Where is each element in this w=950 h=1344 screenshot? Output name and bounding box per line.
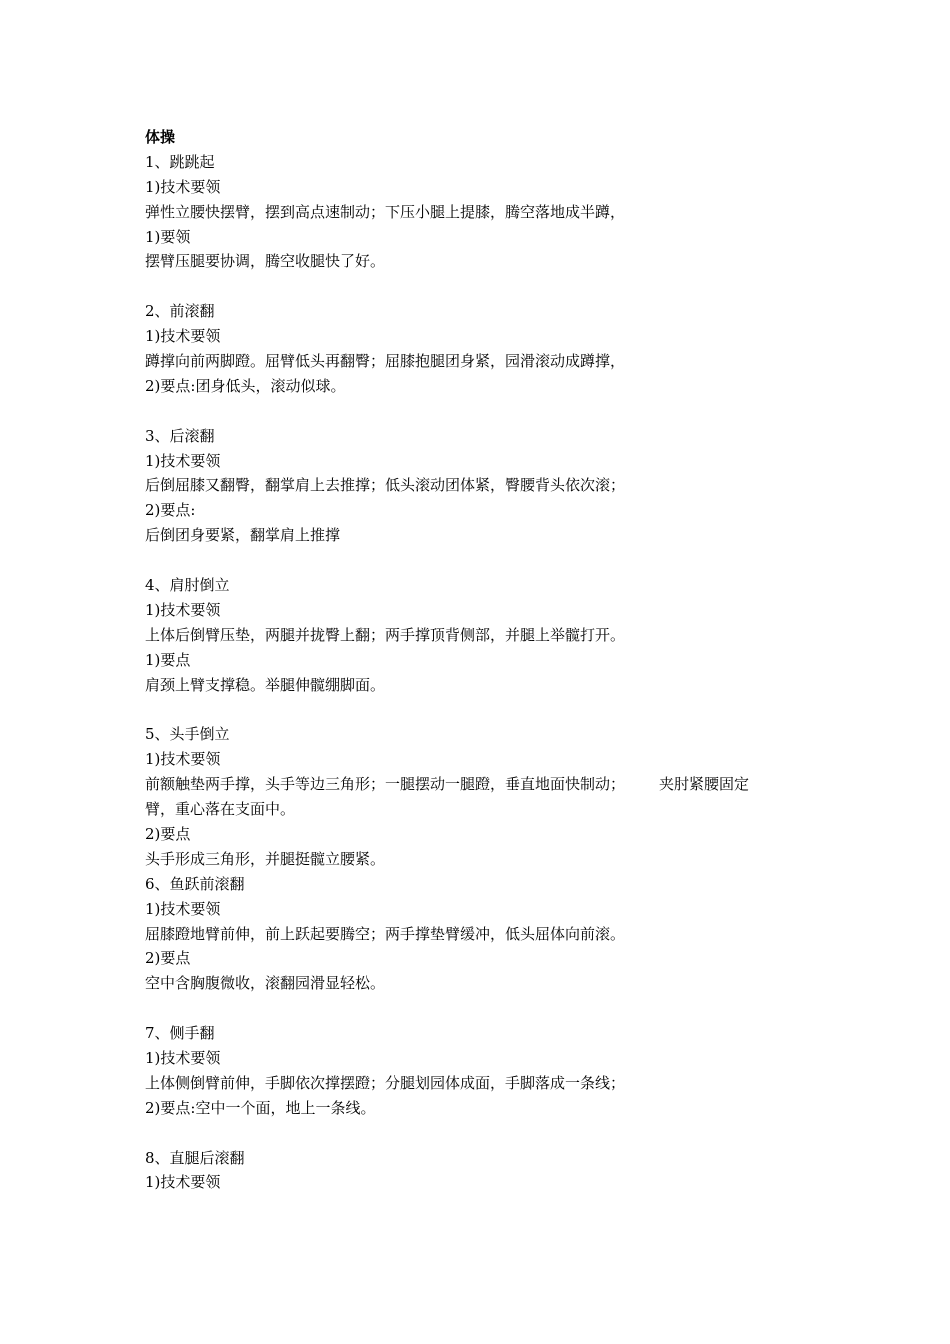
section-heading: 4、肩肘倒立 bbox=[145, 576, 230, 595]
technique-text: 上体后倒臂压垫，两腿并拢臀上翻；两手撑顶背侧部，并腿上举髋打开。 bbox=[145, 625, 626, 644]
section-heading: 7、侧手翻 bbox=[145, 1024, 215, 1043]
section-heading: 5、头手倒立 bbox=[145, 725, 230, 744]
key-points-label: 1)要领 bbox=[145, 227, 191, 246]
key-points-label: 1)要点 bbox=[145, 650, 191, 669]
technique-text: 蹲撑向前两脚蹬。屈臂低头再翻臀；屈膝抱腿团身紧，园滑滚动成蹲撑， bbox=[145, 352, 626, 371]
key-points-label: 2)要点: bbox=[145, 501, 196, 520]
technique-text: 后倒屈膝又翻臀，翻掌肩上去推撑；低头滚动团体紧，臀腰背头依次滚； bbox=[145, 476, 626, 495]
technique-text: 弹性立腰快摆臂，摆到高点速制动；下压小腿上提膝，腾空落地成半蹲， bbox=[145, 202, 626, 221]
key-points-text: 2)要点:团身低头，滚动似球。 bbox=[145, 376, 346, 395]
section-heading: 1、跳跳起 bbox=[145, 152, 215, 171]
document-title: 体操 bbox=[145, 128, 176, 146]
spacer bbox=[145, 399, 845, 424]
technique-label: 1)技术要领 bbox=[145, 600, 221, 619]
technique-label: 1)技术要领 bbox=[145, 750, 221, 769]
technique-text-part: 前额触垫两手撑，头手等边三角形；一腿摆动一腿蹬，垂直地面快制动； bbox=[145, 775, 626, 794]
key-points-text: 摆臂压腿要协调，腾空收腿快了好。 bbox=[145, 252, 386, 271]
key-points-text: 头手形成三角形，并腿挺髋立腰紧。 bbox=[145, 849, 386, 868]
technique-text: 屈膝蹬地臂前伸，前上跃起要腾空；两手撑垫臂缓冲，低头屈体向前滚。 bbox=[145, 924, 626, 943]
technique-label: 1)技术要领 bbox=[145, 451, 221, 470]
key-points-text: 空中含胸腹微收，滚翻园滑显轻松。 bbox=[145, 974, 386, 993]
technique-text-part: 夹肘紧腰固定 bbox=[659, 775, 750, 794]
technique-label: 1)技术要领 bbox=[145, 177, 221, 196]
section-heading: 6、鱼跃前滚翻 bbox=[145, 874, 245, 893]
document-body bbox=[145, 125, 845, 1195]
key-points-label: 2)要点 bbox=[145, 949, 191, 968]
spacer bbox=[145, 1121, 845, 1146]
spacer bbox=[145, 996, 845, 1021]
section-heading: 3、后滚翻 bbox=[145, 426, 215, 445]
key-points-text: 2)要点:空中一个面，地上一条线。 bbox=[145, 1098, 376, 1117]
technique-label: 1)技术要领 bbox=[145, 1173, 221, 1192]
technique-label: 1)技术要领 bbox=[145, 1048, 221, 1067]
key-points-text: 后倒团身要紧，翻掌肩上推撑 bbox=[145, 526, 341, 545]
key-points-text: 肩颈上臂支撑稳。举腿伸髋绷脚面。 bbox=[145, 675, 386, 694]
section-heading: 8、直腿后滚翻 bbox=[145, 1148, 245, 1167]
section-heading: 2、前滚翻 bbox=[145, 302, 215, 321]
spacer bbox=[145, 274, 845, 299]
technique-text bbox=[145, 772, 845, 797]
technique-text: 上体侧倒臂前伸，手脚依次撑摆蹬；分腿划园体成面，手脚落成一条线； bbox=[145, 1073, 626, 1092]
technique-text-continued: 臂，重心落在支面中。 bbox=[145, 800, 296, 819]
key-points-label: 2)要点 bbox=[145, 824, 191, 843]
spacer bbox=[145, 697, 845, 722]
technique-label: 1)技术要领 bbox=[145, 327, 221, 346]
spacer bbox=[145, 548, 845, 573]
technique-label: 1)技术要领 bbox=[145, 899, 221, 918]
